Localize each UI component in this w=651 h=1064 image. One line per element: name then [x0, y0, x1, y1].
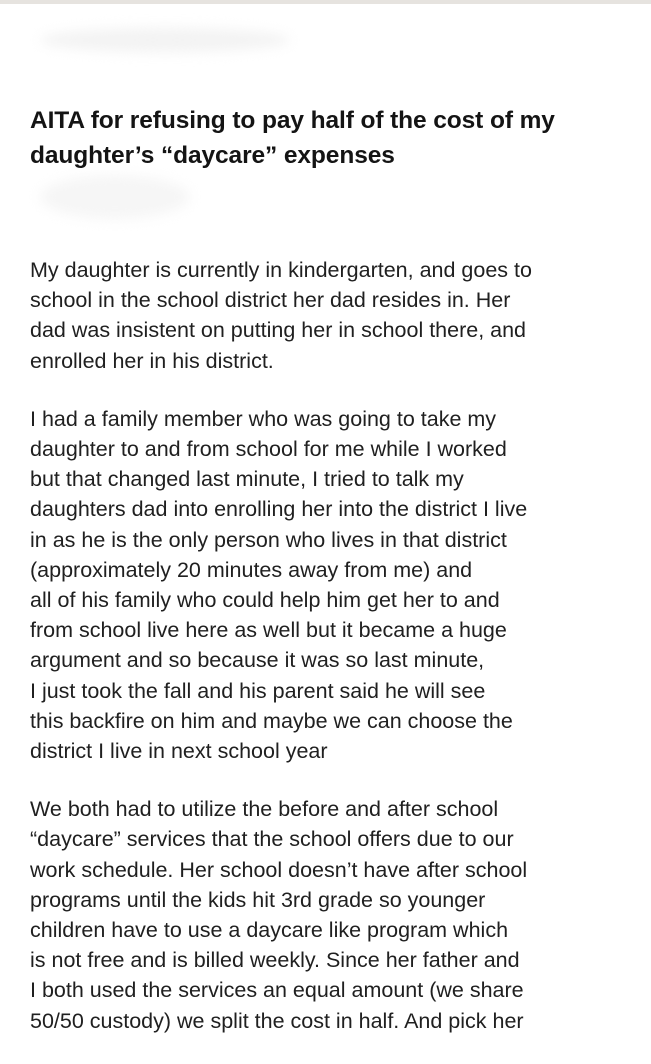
body-line: programs until the kids hit 3rd grade so younger: [30, 887, 486, 912]
body-line: I both used the services an equal amount (we share: [30, 978, 524, 1003]
body-line: I had a family member who was going to take my: [30, 406, 497, 431]
body-line: children have to use a daycare like program which: [30, 918, 509, 943]
body-line: all of his family who could help him get her to and: [30, 588, 500, 613]
post-title: [30, 103, 630, 173]
body-line: daughters dad into enrolling her into the district I live: [30, 497, 528, 522]
blurred-username: [40, 28, 290, 52]
body-line: (approximately 20 minutes away from me) and: [30, 557, 473, 582]
body-line: My daughter is currently in kindergarten, and goes to: [30, 258, 532, 282]
body-line: work schedule. Her school doesn’t have after school: [30, 857, 528, 882]
body-line: argument and so because it was so last minute,: [30, 648, 485, 673]
body-line: school in the school district her dad resides in. Her: [30, 288, 511, 313]
body-line: I just took the fall and his parent said he will see: [30, 678, 486, 703]
post-paragraph-1: [30, 255, 630, 376]
body-line: district I live in next school year: [30, 739, 328, 764]
body-line: daughter to and from school for me while I worked: [30, 437, 507, 462]
post-body: [30, 255, 630, 1064]
post-paragraph-2: [30, 404, 630, 766]
body-line: but that changed last minute, I tried to talk my: [30, 467, 464, 492]
body-line: 50/50 custody) we split the cost in half. And pick her: [30, 1008, 524, 1033]
post-title-line: AITA for refusing to pay half of the cost of my: [30, 107, 555, 134]
body-line: this backfire on him and maybe we can choose the: [30, 708, 513, 733]
body-line: enrolled her in his district.: [30, 348, 274, 373]
post-title-line: daughter’s “daycare” expenses: [30, 142, 395, 169]
body-line: “daycare” services that the school offers due to our: [30, 827, 514, 852]
post-header: [30, 103, 630, 173]
body-line: is not free and is billed weekly. Since her father and: [30, 948, 520, 973]
body-line: from school live here as well but it became a huge: [30, 618, 507, 643]
top-edge: [0, 0, 651, 4]
post-paragraph-3: [30, 794, 630, 1036]
body-line: in as he is the only person who lives in that district: [30, 527, 507, 552]
blurred-flair: [40, 175, 190, 219]
body-line: We both had to utilize the before and after school: [30, 797, 499, 822]
body-line: dad was insistent on putting her in school there, and: [30, 318, 527, 343]
